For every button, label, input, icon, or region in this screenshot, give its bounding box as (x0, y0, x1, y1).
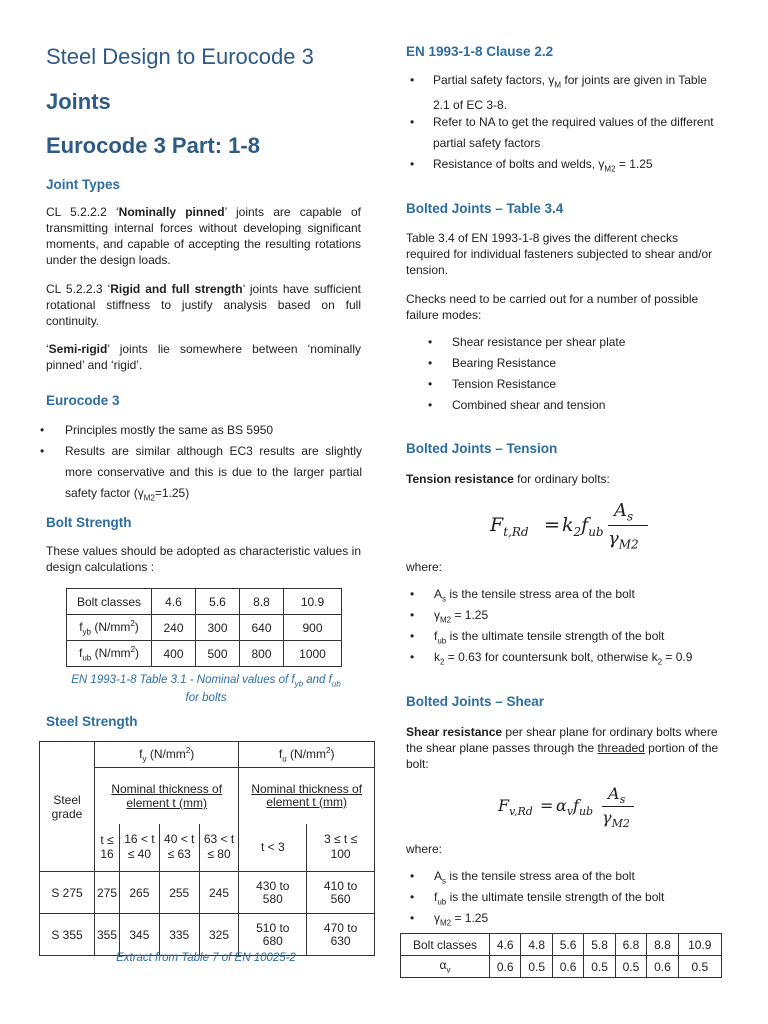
table-header-cell: Bolt classes (401, 934, 490, 956)
table-cell: 500 (196, 641, 240, 667)
steel-grade: S 355 (40, 914, 95, 956)
thickness-range: 40 < t ≤ 63 (159, 824, 199, 872)
tension-def-item: • $k_2 = 0.63$ for countersunk bolt, otherwise $k_2 = 0.9$ (410, 650, 693, 667)
table-cell: 400 (152, 641, 196, 667)
bolt-strength-intro: These values should be adopted as characteristic values in design calculations : (46, 544, 361, 574)
table-header-cell: 6.8 (615, 934, 646, 956)
table-header-cell: 4.6 (490, 934, 521, 956)
fy-header: $f_y$ $(N/mm^2)$ (95, 742, 239, 768)
steel-grade: S 275 (40, 872, 95, 914)
shear-def-item: • $\gamma_{M2} = 1.25$ (410, 911, 489, 928)
table-cell: 0.6 (647, 956, 678, 978)
fub-label: $f_{ub}$ $(N/mm^2)$ (67, 641, 152, 667)
steel-table-caption: Extract from Table 7 of EN 10025-2 (116, 952, 296, 964)
page-subtitle: Joints (46, 89, 111, 114)
shear-def-item: • $A_s$ is the tensile stress area of the bolt (410, 869, 635, 886)
thickness-range: 16 < t ≤ 40 (119, 824, 159, 872)
tension-def-item: • $A_s$ is the tensile stress area of the bolt (410, 587, 635, 604)
table-header-cell: 8.8 (240, 589, 284, 615)
thickness-range: t ≤ 16 (95, 824, 120, 872)
table-header-cell: 10.9 (678, 934, 721, 956)
clause-heading: EN 1993-1-8 Clause 2.2 (406, 44, 554, 59)
table-cell: 300 (196, 615, 240, 641)
table-cell: 0.5 (521, 956, 552, 978)
table-cell: 245 (199, 872, 239, 914)
table-cell: 345 (119, 914, 159, 956)
part-heading: Eurocode 3 Part: 1-8 (46, 133, 260, 158)
table34-para-1: Table 3.4 of EN 1993-1-8 gives the different checks required for individual fasteners subjected to shear and/or tension. (406, 231, 713, 277)
tension-def-item: • $\gamma_{M2} = 1.25$ (410, 608, 489, 625)
failure-mode-item: • Shear resistance per shear plate (428, 335, 626, 349)
page-title: Steel Design to Eurocode 3 (46, 44, 314, 69)
table-cell: 275 (95, 872, 120, 914)
clause-bullet-3: • Resistance of bolts and welds, $\gamma_{M2} = 1.25$ (410, 157, 653, 174)
table-header-cell: 4.6 (152, 589, 196, 615)
alpha-v-label: $\alpha_v$ (401, 956, 490, 978)
steel-strength-table (39, 741, 375, 956)
table34-para-2: Checks need to be carried out for a number of possible failure modes: (406, 292, 699, 322)
fyb-label: $f_{yb}$ $(N/mm^2)$ (67, 615, 152, 641)
table-header-cell: Bolt classes (67, 589, 152, 615)
thickness-range: 63 < t ≤ 80 (199, 824, 239, 872)
joint-types-heading: Joint Types (46, 177, 121, 192)
table-cell: 640 (240, 615, 284, 641)
grade-header: Steel grade (40, 742, 95, 872)
table-cell: 0.6 (552, 956, 583, 978)
shear-def-item: • $f_{ub}$ is the ultimate tensile strength of the bolt (410, 890, 665, 907)
ec3-bullet-1: • Principles mostly the same as BS 5950 (40, 423, 274, 437)
table-cell: 255 (159, 872, 199, 914)
table34-heading: Bolted Joints – Table 3.4 (406, 201, 564, 216)
table-cell: 265 (119, 872, 159, 914)
table-cell: 800 (240, 641, 284, 667)
thickness-range: t < 3 (239, 824, 307, 872)
ec3-bullet-2: • Results are similar although EC3 results are slightly more conservative and this is due to the larger partial safety factor $(\gamma_{M2}=1.25)$ (40, 444, 362, 503)
table-cell: 410 to 560 (307, 872, 375, 914)
steel-strength-heading: Steel Strength (46, 714, 138, 729)
fu-header: $f_u$ $(N/mm^2)$ (239, 742, 375, 768)
tension-where: where: (406, 560, 443, 574)
table-cell: 0.5 (678, 956, 721, 978)
failure-mode-item: • Tension Resistance (428, 377, 557, 391)
table-cell: 470 to 630 (307, 914, 375, 956)
table-cell: 0.5 (584, 956, 615, 978)
table-cell: 1000 (284, 641, 342, 667)
table-header-cell: 4.8 (521, 934, 552, 956)
table-cell: 0.5 (615, 956, 646, 978)
table-header-cell: 5.8 (584, 934, 615, 956)
clause-bullet-1: • Partial safety factors, $\gamma_M$ for joints are given in Table 2.1 of EC 3-8. (410, 73, 707, 113)
nominal-thickness-fu: Nominal thickness of element t (mm) (239, 768, 375, 824)
table-header-cell: 8.8 (647, 934, 678, 956)
bolt-strength-heading: Bolt Strength (46, 515, 132, 530)
shear-lead: Shear resistance per shear plane for ordinary bolts where the shear plane passes through the threaded portion of the bolt: (406, 725, 719, 771)
table-cell: 335 (159, 914, 199, 956)
thickness-range: 3 ≤ t ≤ 100 (307, 824, 375, 872)
table-cell: 325 (199, 914, 239, 956)
alpha-v-table (400, 933, 722, 978)
table-cell: 0.6 (490, 956, 521, 978)
table-cell: 355 (95, 914, 120, 956)
failure-mode-item: • Combined shear and tension (428, 398, 606, 412)
tension-lead: Tension resistance for ordinary bolts: (406, 472, 610, 486)
joint-types-para-1: CL 5.2.2.2 ‘Nominally pinned’ joints are capable of transmitting internal forces without developing significant moments, and capable of accepting the resulting rotations under the design loads. (46, 205, 361, 267)
tension-heading: Bolted Joints – Tension (406, 441, 558, 456)
table-cell: 900 (284, 615, 342, 641)
joint-types-para-2: CL 5.2.2.3 ‘Rigid and full strength’ joints have sufficient rotational stiffness to justify analysis based on full continuity. (46, 282, 361, 328)
tension-formula: $F_{t,Rd}$ = $k_2f_{ub}$ $A_s$ $\gamma_{M2}$ (490, 500, 660, 552)
bolt-strength-table (66, 588, 342, 667)
shear-formula: $F_{v,Rd}$ = $\alpha_vf_{ub}$ $A_s$ $\gamma_{M2}$ (498, 784, 658, 834)
bolt-table-caption: EN 1993-1-8 Table 3.1 - Nominal values of $f_{yb}$ and $f_{ub}$ for bolts (71, 674, 341, 705)
table-header-cell: 5.6 (196, 589, 240, 615)
table-header-cell: 10.9 (284, 589, 342, 615)
failure-mode-item: • Bearing Resistance (428, 356, 557, 370)
joint-types-para-3: ‘Semi-rigid’ joints lie somewhere between ‘nominally pinned’ and ‘rigid’. (46, 342, 361, 372)
shear-heading: Bolted Joints – Shear (406, 694, 545, 709)
tension-def-item: • $f_{ub}$ is the ultimate tensile strength of the bolt (410, 629, 665, 646)
shear-where: where: (406, 842, 443, 856)
clause-bullet-2: • Refer to NA to get the required values of the different partial safety factors (410, 115, 714, 150)
nominal-thickness-fy: Nominal thickness of element t (mm) (95, 768, 239, 824)
table-cell: 510 to 680 (239, 914, 307, 956)
table-header-cell: 5.6 (552, 934, 583, 956)
table-cell: 240 (152, 615, 196, 641)
eurocode3-heading: Eurocode 3 (46, 393, 120, 408)
table-cell: 430 to 580 (239, 872, 307, 914)
